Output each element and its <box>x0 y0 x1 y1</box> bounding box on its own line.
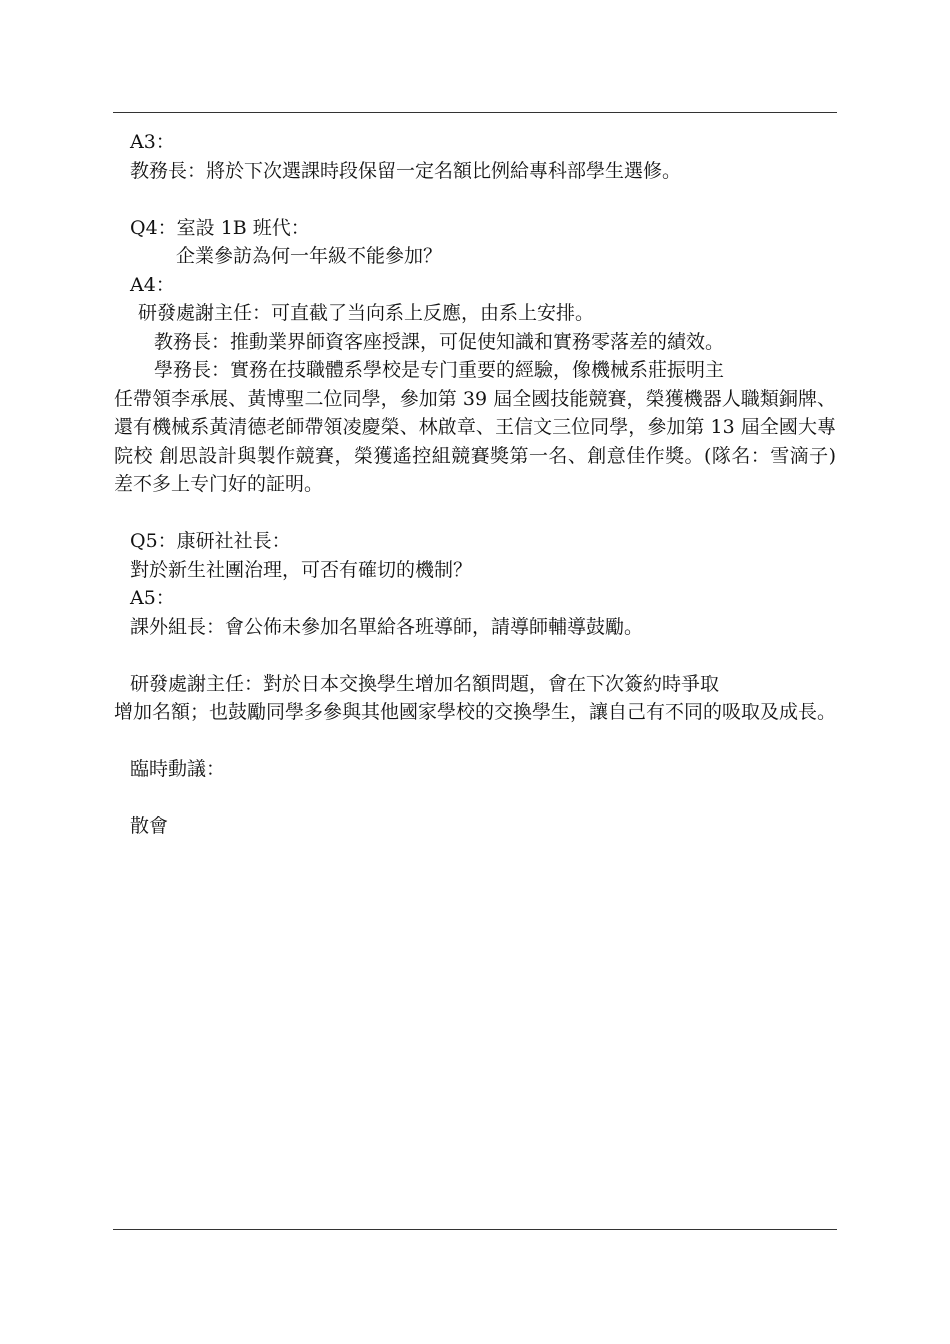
a5-answer: 課外組長：會公佈未參加名單給各班導師，請導師輔導鼓勵。 <box>130 615 644 638</box>
a4-answer-rd: 研發處謝主任：可直截了当向系上反應，由系上安排。 <box>138 302 595 324</box>
q4-label: Q4：室設 1B 班代： <box>130 216 310 239</box>
rd-director-note-rest: 增加名額；也鼓勵同學多參與其他國家學校的交換學生，讓自己有不同的吸取及成長。 <box>114 701 837 723</box>
q4-question: 企業參訪為何一年級不能參加？ <box>176 245 443 267</box>
spacer <box>114 641 836 670</box>
a3-label: A3： <box>130 131 175 153</box>
extempore-motion-heading: 臨時動議： <box>130 758 226 780</box>
minutes-body <box>114 128 836 841</box>
rd-director-note-first-line: 研發處謝主任：對於日本交換學生增加名額問題，會在下次簽約時爭取 <box>130 672 720 695</box>
spacer <box>114 185 836 214</box>
q5-label: Q5：康研社社長： <box>130 530 291 552</box>
spacer <box>114 727 836 756</box>
a4-answer-academic: 教務長：推動業界師資客座授課，可促使知識和實務零落差的績效。 <box>154 330 725 353</box>
a5-label: A5： <box>130 587 175 609</box>
a4-answer-student-affairs-first-line: 學務長：實務在技職體系學校是专门重要的經驗，像機械系莊振明主 <box>154 359 725 381</box>
spacer <box>114 784 836 813</box>
spacer <box>114 499 836 528</box>
adjourn-text: 散會 <box>130 815 169 837</box>
header-rule <box>113 112 837 113</box>
a4-answer-student-affairs-rest: 任帶領李承展、黃博聖二位同學，參加第 39 屆全國技能競賽，榮獲機器人職類銅牌、還有機械系黃清德老師帶領凌慶榮、林啟章、王信文三位同學，參加第 13 屆全國大專院校 創思設計與製作競賽，榮獲遙控組競賽獎第一名、創意佳作獎。(隊名：雪滴子)差不多上专门好的証明。 <box>114 387 836 495</box>
footer-rule <box>113 1229 837 1230</box>
q5-question: 對於新生社團治理，可否有確切的機制？ <box>130 558 473 581</box>
a3-answer: 教務長：將於下次選課時段保留一定名額比例給專科部學生選修。 <box>130 159 682 182</box>
a4-label: A4： <box>130 273 175 296</box>
